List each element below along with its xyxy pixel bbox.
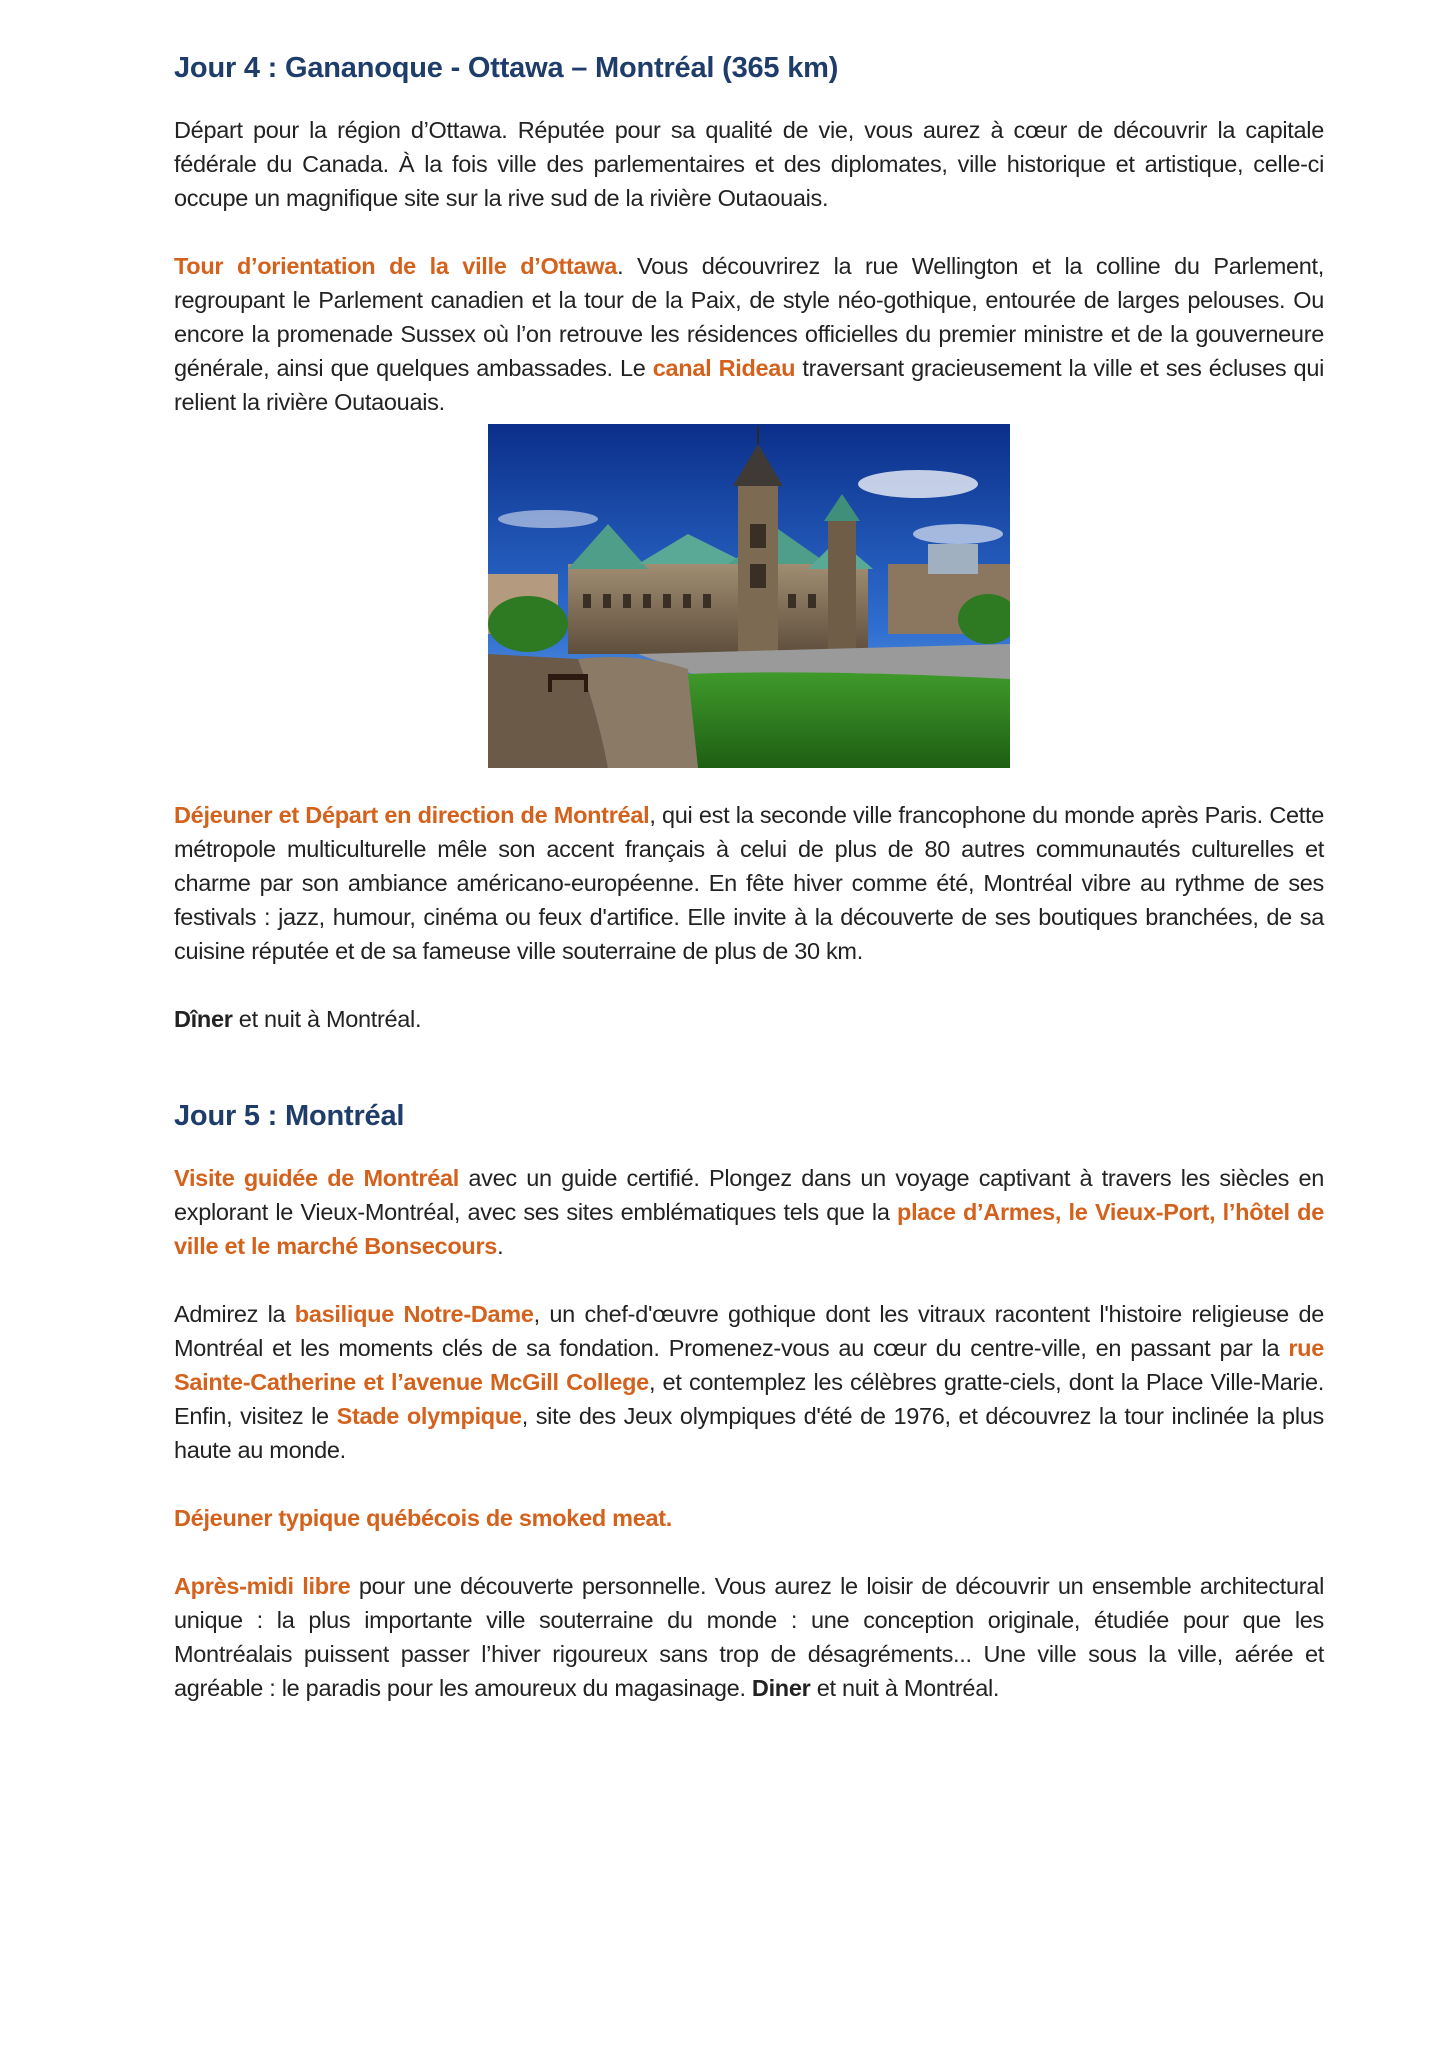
day5-paragraph-notre-dame: [174, 1297, 1324, 1467]
day5-afternoon-highlight: Après-midi libre: [174, 1573, 351, 1599]
day5-afternoon-text: pour une découverte personnelle. Vous aurez le loisir de découvrir un ensemble architectural unique : la plus importante ville souterraine du monde : une conception originale, étudiée pour que les Montréalais puissent passer l’hiver rigoureux sans trop de désagréments... Une ville sous la ville, aérée et agréable : le paradis pour les amoureux du magasinage.: [174, 1573, 1324, 1701]
day5-olympic-stadium-text: , site des Jeux olympiques d'été de 1976, et découvrez la tour inclinée la plus haute au monde.: [174, 1403, 1324, 1463]
day4-ottawa-tour-text: . Vous découvrirez la rue Wellington et la colline du Parlement, regroupant le Parlement canadien et la tour de la Paix, de style néo-gothique, entourée de larges pelouses. Ou encore la promenade Sussex où l’on retrouve les résidences officielles du premier ministre et de la gouverneure générale, ainsi que quelques ambassades. Le: [174, 253, 1324, 381]
day4-paragraph-dinner: [174, 1002, 1324, 1036]
day5-notre-dame-highlight: basilique Notre-Dame: [294, 1301, 534, 1327]
day5-paragraph-guided-tour: [174, 1161, 1324, 1263]
day5-dinner-bold: Diner: [751, 1675, 811, 1701]
day5-paragraph-lunch: [174, 1501, 1324, 1535]
parliament-photo: [488, 424, 1010, 768]
day4-paragraph-ottawa-tour: [174, 249, 1324, 419]
day4-canal-rideau-highlight: canal Rideau: [652, 355, 796, 381]
day5-old-montreal-sites-highlight: place d’Armes, le Vieux-Port, l’hôtel de ville et le marché Bonsecours: [174, 1199, 1324, 1259]
day4-ottawa-tour-highlight: Tour d’orientation de la ville d’Ottawa: [174, 253, 618, 279]
day5-notre-dame-text: , un chef-d'œuvre gothique dont les vitraux racontent l'histoire religieuse de Montréal et les moments clés de sa fondation. Promenez-vous au cœur du centre-ville, en passant par la: [174, 1301, 1324, 1361]
day5-skyscrapers-text: , et contemplez les célèbres gratte-ciels, dont la Place Ville-Marie. Enfin, visitez le: [174, 1369, 1324, 1429]
day5-notre-dame-lead: Admirez la: [174, 1301, 295, 1327]
day5-sainte-catherine-highlight: rue Sainte-Catherine et l’avenue McGill College: [174, 1335, 1324, 1395]
day4-lunch-departure-highlight: Déjeuner et Départ en direction de Montréal: [174, 802, 650, 828]
day4-title: Jour 4 : Gananoque - Ottawa – Montréal (365 km): [174, 52, 839, 84]
day4-dinner-bold: Dîner: [174, 1006, 233, 1032]
day4-montreal-text: , qui est la seconde ville francophone du monde après Paris. Cette métropole multiculturelle mêle son accent français à celui de plus de 80 autres communautés culturelles et charme par son ambiance américano-européenne. En fête hiver comme été, Montréal vibre au rythme de ses festivals : jazz, humour, cinéma ou feux d'artifice. Elle invite à la découverte de ses boutiques branchées, de sa cuisine réputée et de sa fameuse ville souterraine de plus de 30 km.: [174, 802, 1324, 964]
day5-paragraph-afternoon: [174, 1569, 1324, 1705]
day5-guided-tour-text: avec un guide certifié. Plongez dans un voyage captivant à travers les siècles en explorant le Vieux-Montréal, avec ses sites emblématiques tels que la: [174, 1165, 1324, 1225]
day4-paragraph-intro: Départ pour la région d’Ottawa. Réputée pour sa qualité de vie, vous aurez à cœur de découvrir la capitale fédérale du Canada. À la fois ville des parlementaires et des diplomates, ville historique et artistique, celle-ci occupe un magnifique site sur la rive sud de la rivière Outaouais.: [174, 117, 1324, 211]
day5-guided-tour-end: .: [497, 1233, 504, 1259]
day4-paragraph-montreal: [174, 798, 1324, 968]
day5-olympic-stadium-highlight: Stade olympique: [336, 1403, 522, 1429]
day4-dinner-text: et nuit à Montréal.: [232, 1006, 422, 1032]
day4-canal-text: traversant gracieusement la ville et ses écluses qui relient la rivière Outaouais.: [174, 355, 1325, 415]
day5-lunch-highlight: Déjeuner typique québécois de smoked meat.: [174, 1505, 673, 1531]
itinerary-page: [174, 52, 1324, 1705]
day5-dinner-text: et nuit à Montréal.: [810, 1675, 1000, 1701]
day5-guided-tour-highlight: Visite guidée de Montréal: [174, 1165, 459, 1191]
day5-title: Jour 5 : Montréal: [174, 1100, 405, 1132]
